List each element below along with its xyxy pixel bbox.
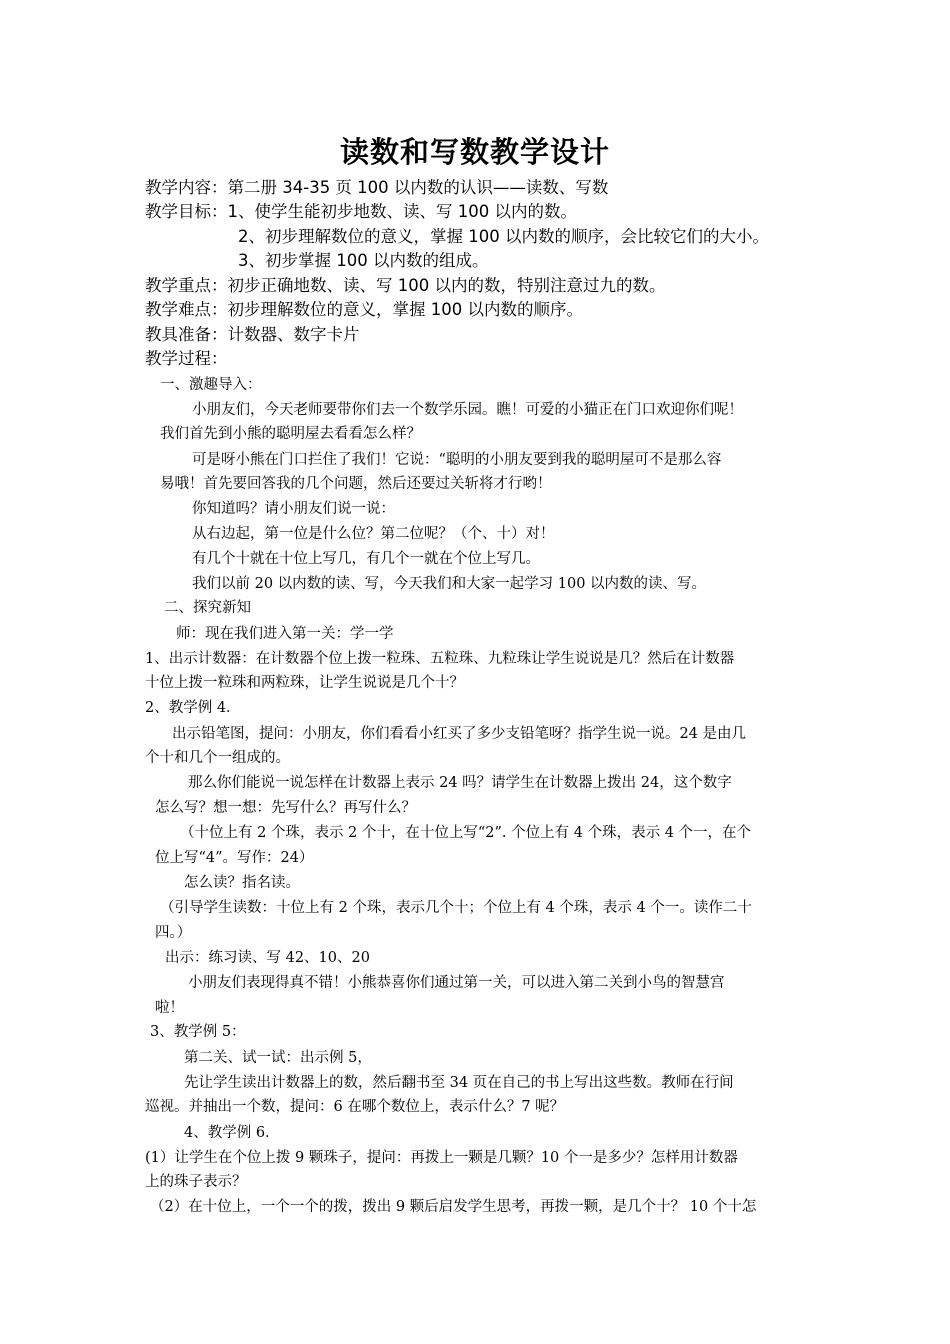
goal-line-1 bbox=[145, 200, 577, 224]
paragraph-line: 啦！ bbox=[155, 1000, 184, 1016]
key-line bbox=[145, 274, 665, 298]
paragraph-line: 四。） bbox=[155, 925, 192, 941]
paragraph-line: 怎么写？想一想：先写什么？再写什么？ bbox=[155, 800, 416, 816]
content-line bbox=[145, 176, 608, 200]
paragraph-line: 我们以前 20 以内数的读、写，今天我们和大家一起学习 100 以内数的读、写。 bbox=[192, 576, 707, 592]
paragraph-line: 可是呀小熊在门口拦住了我们！它说：“聪明的小朋友要到我的聪明屋可不是那么容 bbox=[192, 452, 722, 468]
key-value: 初步正确地数、读、写 100 以内的数，特别注意过九的数。 bbox=[227, 276, 666, 295]
paragraph-line: 上的珠子表示？ bbox=[145, 1174, 247, 1190]
content-value: 第二册 34-35 页 100 以内数的认识——读数、写数 bbox=[227, 178, 609, 197]
paragraph-line: 师：现在我们进入第一关：学一学 bbox=[176, 626, 394, 642]
document-title: 读数和写数教学设计 bbox=[339, 135, 610, 169]
paragraph-line: 你知道吗？请小朋友们说一说： bbox=[192, 501, 395, 517]
paragraph-line: （2）在十位上，一个一个的拨，拨出 9 颗后启发学生思考，再拨一颗，是几个十？ 10 个十怎 bbox=[150, 1199, 757, 1215]
process-label: 教学过程： bbox=[145, 349, 228, 368]
goal-3: 3、初步掌握 100 以内数的组成。 bbox=[238, 251, 489, 270]
content-label: 教学内容： bbox=[145, 178, 228, 197]
paragraph-line: 小朋友们表现得真不错！小熊恭喜你们通过第一关，可以进入第二关到小鸟的智慧宫 bbox=[188, 975, 725, 991]
paragraph-line: 第二关、试一试：出示例 5， bbox=[184, 1050, 372, 1066]
paragraph-line: 那么你们能说一说怎样在计数器上表示 24 吗？请学生在计数器上拨出 24，这个数字 bbox=[188, 775, 732, 791]
paragraph-line: 我们首先到小熊的聪明屋去看看怎么样？ bbox=[160, 426, 421, 442]
paragraph-line: （引导学生读数：十位上有 2 个珠，表示几个十；个位上有 4 个珠，表示 4 个一。读作二十 bbox=[160, 900, 752, 916]
paragraph-line: 有几个十就在十位上写几，有几个一就在个位上写几。 bbox=[192, 551, 540, 567]
difficulty-line bbox=[145, 298, 583, 322]
difficulty-label: 教学难点： bbox=[145, 300, 228, 319]
goal-1: 1、使学生能初步地数、读、写 100 以内的数。 bbox=[227, 202, 577, 221]
example-heading: 3、教学例 5： bbox=[150, 1024, 246, 1040]
goal-label: 教学目标： bbox=[145, 202, 228, 221]
paragraph-line: 小朋友们，今天老师要带你们去一个数学乐园。瞧！可爱的小猫正在门口欢迎你们呢！ bbox=[192, 402, 743, 418]
paragraph-line: 个十和几个一组成的。 bbox=[145, 750, 290, 766]
paragraph-line: 先让学生读出计数器上的数，然后翻书至 34 页在自己的书上写出这些数。教师在行间 bbox=[184, 1075, 734, 1091]
key-label: 教学重点： bbox=[145, 276, 228, 295]
paragraph-line: 从右边起，第一位是什么位？第二位呢？（个、十）对！ bbox=[192, 526, 555, 542]
example-heading: 4、教学例 6． bbox=[184, 1125, 280, 1141]
paragraph-line: (1）让学生在个位上拨 9 颗珠子，提问：再拨上一颗是几颗？10 个一是多少？怎样用计数器 bbox=[145, 1150, 738, 1166]
section-heading-intro: 一、激趣导入： bbox=[160, 377, 262, 393]
goal-2: 2、初步理解数位的意义，掌握 100 以内数的顺序，会比较它们的大小。 bbox=[238, 227, 769, 246]
section-heading-explore: 二、探究新知 bbox=[164, 600, 251, 616]
example-heading: 2、教学例 4． bbox=[145, 700, 241, 716]
paragraph-line: 出示铅笔图，提问：小朋友，你们看看小红买了多少支铅笔呀？指学生说一说。24 是由几 bbox=[172, 726, 747, 742]
paragraph-line: 怎么读？指名读。 bbox=[184, 875, 300, 891]
paragraph-line: 1、出示计数器：在计数器个位上拨一粒珠、五粒珠、九粒珠让学生说说是几？然后在计数器 bbox=[145, 651, 735, 667]
tools-line bbox=[145, 323, 360, 347]
paragraph-line: 巡视。并抽出一个数，提问：6 在哪个数位上，表示什么？7 呢？ bbox=[145, 1099, 565, 1115]
paragraph-line: （十位上有 2 个珠，表示 2 个十，在十位上写“2”. 个位上有 4 个珠，表示 4 个一，在个 bbox=[180, 825, 752, 841]
tools-value: 计数器、数字卡片 bbox=[227, 325, 360, 344]
paragraph-line: 位上写“4”。写作：24） bbox=[155, 850, 314, 866]
paragraph-line: 易哦！首先要回答我的几个问题，然后还要过关斩将才行哟！ bbox=[160, 476, 552, 492]
tools-label: 教具准备： bbox=[145, 325, 228, 344]
paragraph-line: 出示：练习读、写 42、10、20 bbox=[165, 950, 370, 966]
difficulty-value: 初步理解数位的意义，掌握 100 以内数的顺序。 bbox=[227, 300, 583, 319]
paragraph-line: 十位上拨一粒珠和两粒珠，让学生说说是几个十？ bbox=[145, 675, 464, 691]
